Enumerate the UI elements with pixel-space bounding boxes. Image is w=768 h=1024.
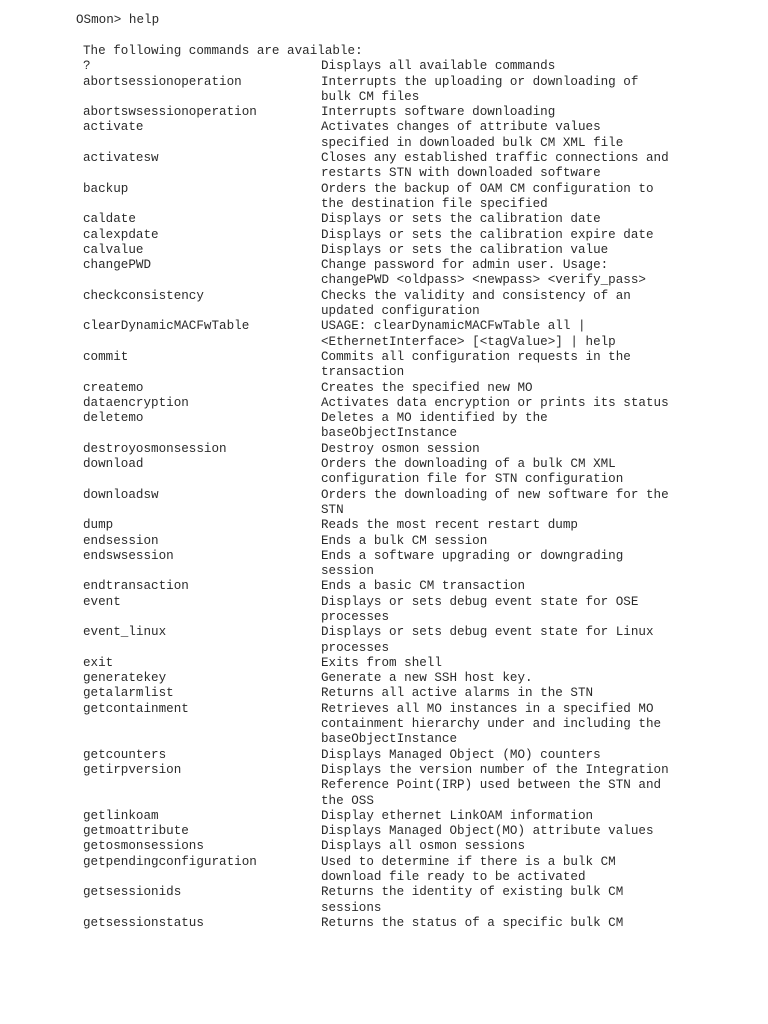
- command-name: checkconsistency: [83, 288, 204, 303]
- command-name: dataencryption: [83, 395, 189, 410]
- command-description-line: specified in downloaded bulk CM XML file: [321, 135, 624, 150]
- command-name: destroyosmonsession: [83, 441, 227, 456]
- command-row: [83, 381, 753, 396]
- command-description: [321, 579, 753, 594]
- command-description-line: Display ethernet LinkOAM information: [321, 808, 594, 823]
- command-description-line: Reads the most recent restart dump: [321, 518, 578, 533]
- command-row: [83, 182, 753, 213]
- command-name: getlinkoam: [83, 808, 159, 823]
- command-description: [321, 105, 753, 120]
- command-name: getsessionstatus: [83, 915, 204, 930]
- command-description-line: Orders the downloading of a bulk CM XML: [321, 457, 616, 472]
- command-description-line: Ends a software upgrading or downgrading: [321, 548, 624, 563]
- command-description-line: Orders the downloading of new software for the: [321, 487, 669, 502]
- command-name: ?: [83, 59, 91, 74]
- command-row: [83, 656, 753, 671]
- command-row: [83, 885, 753, 916]
- listing-intro: The following commands are available:: [83, 44, 363, 58]
- command-description-line: Displays or sets debug event state for Linux: [321, 625, 654, 640]
- command-description-line: Returns the status of a specific bulk CM: [321, 915, 624, 930]
- command-description: [321, 182, 753, 213]
- command-name: deletemo: [83, 411, 144, 426]
- command-name: activate: [83, 120, 144, 135]
- command-description-line: bulk CM files: [321, 89, 420, 104]
- command-description: [321, 855, 753, 886]
- command-description: [321, 534, 753, 549]
- command-name: getmoattribute: [83, 824, 189, 839]
- command-row: [83, 763, 753, 809]
- command-description: [321, 702, 753, 748]
- command-description-line: Ends a basic CM transaction: [321, 579, 526, 594]
- command-name: changePWD: [83, 258, 152, 273]
- command-description: [321, 625, 753, 656]
- command-row: [83, 579, 753, 594]
- command-listing: [83, 44, 753, 931]
- command-description-line: containment hierarchy under and including the: [321, 717, 662, 732]
- command-description-line: STN: [321, 502, 344, 517]
- command-description-line: configuration file for STN configuration: [321, 472, 624, 487]
- command-description: [321, 120, 753, 151]
- command-description-line: Displays or sets the calibration expire date: [321, 227, 654, 242]
- command-row: [83, 75, 753, 106]
- command-name: getpendingconfiguration: [83, 854, 257, 869]
- command-description: [321, 350, 753, 381]
- command-description: [321, 885, 753, 916]
- command-description-line: Destroy osmon session: [321, 441, 480, 456]
- command-name: getcontainment: [83, 701, 189, 716]
- command-description: [321, 549, 753, 580]
- command-description-line: Creates the specified new MO: [321, 380, 533, 395]
- command-description: [321, 243, 753, 258]
- command-name: abortswsessionoperation: [83, 105, 257, 120]
- command-name: activatesw: [83, 151, 159, 166]
- command-description-line: Displays or sets the calibration date: [321, 212, 601, 227]
- command-row: [83, 595, 753, 626]
- command-row: [83, 534, 753, 549]
- command-description-line: Change password for admin user. Usage:: [321, 258, 609, 273]
- command-description-line: processes: [321, 609, 390, 624]
- command-name: createmo: [83, 380, 144, 395]
- command-row: [83, 59, 753, 74]
- command-name: clearDynamicMACFwTable: [83, 319, 250, 334]
- command-description-line: baseObjectInstance: [321, 732, 458, 747]
- command-rows: [83, 59, 753, 931]
- command-row: [83, 748, 753, 763]
- command-name: getsessionids: [83, 885, 182, 900]
- command-description: [321, 671, 753, 686]
- command-description-line: Exits from shell: [321, 655, 442, 670]
- command-name: calexpdate: [83, 227, 159, 242]
- command-name: event: [83, 594, 121, 609]
- command-name: abortsessionoperation: [83, 74, 242, 89]
- command-description: [321, 518, 753, 533]
- command-name: getirpversion: [83, 762, 182, 777]
- command-description-line: the destination file specified: [321, 196, 548, 211]
- command-row: [83, 228, 753, 243]
- command-description: [321, 763, 753, 809]
- command-description: [321, 457, 753, 488]
- command-name: getalarmlist: [83, 686, 174, 701]
- command-name: dump: [83, 518, 114, 533]
- command-description-line: Checks the validity and consistency of an: [321, 288, 631, 303]
- command-row: [83, 916, 753, 931]
- command-row: [83, 120, 753, 151]
- command-name: getosmonsessions: [83, 839, 204, 854]
- command-description: [321, 396, 753, 411]
- command-description: [321, 319, 753, 350]
- command-description-line: updated configuration: [321, 304, 480, 319]
- command-description: [321, 488, 753, 519]
- command-name: backup: [83, 181, 129, 196]
- command-row: [83, 289, 753, 320]
- command-row: [83, 442, 753, 457]
- command-description: [321, 686, 753, 701]
- command-description-line: restarts STN with downloaded software: [321, 166, 601, 181]
- command-description: [321, 839, 753, 854]
- command-description-line: Displays all osmon sessions: [321, 839, 526, 854]
- command-description-line: Displays Managed Object (MO) counters: [321, 747, 601, 762]
- command-description-line: Displays or sets debug event state for OSE: [321, 594, 639, 609]
- command-description: [321, 151, 753, 182]
- command-name: commit: [83, 349, 129, 364]
- command-description-line: Displays the version number of the Integration: [321, 762, 669, 777]
- command-description-line: sessions: [321, 900, 382, 915]
- command-row: [83, 702, 753, 748]
- command-row: [83, 855, 753, 886]
- command-row: [83, 549, 753, 580]
- command-description-line: transaction: [321, 365, 405, 380]
- command-description-line: <EthernetInterface> [<tagValue>] | help: [321, 334, 616, 349]
- command-description: [321, 411, 753, 442]
- command-description-line: session: [321, 564, 374, 579]
- command-description: [321, 75, 753, 106]
- command-description: [321, 381, 753, 396]
- command-row: [83, 151, 753, 182]
- command-name: downloadsw: [83, 487, 159, 502]
- command-description-line: Displays Managed Object(MO) attribute values: [321, 824, 654, 839]
- command-description-line: Activates changes of attribute values: [321, 120, 601, 135]
- command-description: [321, 748, 753, 763]
- command-description-line: Interrupts the uploading or downloading of: [321, 74, 639, 89]
- command-description-line: Reference Point(IRP) used between the STN and: [321, 778, 662, 793]
- command-row: [83, 319, 753, 350]
- command-description: [321, 656, 753, 671]
- command-description: [321, 442, 753, 457]
- command-row: [83, 824, 753, 839]
- command-name: event_linux: [83, 625, 167, 640]
- command-description-line: Closes any established traffic connections and: [321, 151, 669, 166]
- command-row: [83, 258, 753, 289]
- command-description-line: Interrupts software downloading: [321, 105, 556, 120]
- command-name: endswsession: [83, 548, 174, 563]
- command-name: exit: [83, 655, 114, 670]
- command-description: [321, 824, 753, 839]
- command-name: endtransaction: [83, 579, 189, 594]
- shell-prompt-line: OSmon> help: [76, 13, 160, 27]
- command-description-line: Commits all configuration requests in the: [321, 349, 631, 364]
- command-description-line: Generate a new SSH host key.: [321, 671, 533, 686]
- command-row: [83, 105, 753, 120]
- command-description: [321, 809, 753, 824]
- command-description-line: USAGE: clearDynamicMACFwTable all |: [321, 319, 586, 334]
- command-description-line: Activates data encryption or prints its status: [321, 395, 669, 410]
- command-description-line: Ends a bulk CM session: [321, 533, 488, 548]
- command-description-line: Returns all active alarms in the STN: [321, 686, 594, 701]
- command-description-line: Deletes a MO identified by the: [321, 411, 548, 426]
- command-row: [83, 671, 753, 686]
- command-name: download: [83, 457, 144, 472]
- command-row: [83, 457, 753, 488]
- command-row: [83, 411, 753, 442]
- command-name: generatekey: [83, 671, 167, 686]
- command-description-line: baseObjectInstance: [321, 426, 458, 441]
- command-description-line: download file ready to be activated: [321, 870, 586, 885]
- command-description-line: Displays or sets the calibration value: [321, 242, 609, 257]
- command-description-line: changePWD <oldpass> <newpass> <verify_pass>: [321, 273, 646, 288]
- command-name: endsession: [83, 533, 159, 548]
- command-description-line: Orders the backup of OAM CM configuration to: [321, 181, 654, 196]
- command-row: [83, 350, 753, 381]
- command-row: [83, 212, 753, 227]
- command-row: [83, 488, 753, 519]
- command-description: [321, 212, 753, 227]
- command-row: [83, 396, 753, 411]
- command-name: calvalue: [83, 242, 144, 257]
- command-description: [321, 595, 753, 626]
- command-description-line: Displays all available commands: [321, 59, 556, 74]
- command-name: getcounters: [83, 747, 167, 762]
- command-description-line: Returns the identity of existing bulk CM: [321, 885, 624, 900]
- command-row: [83, 518, 753, 533]
- command-description: [321, 916, 753, 931]
- command-row: [83, 625, 753, 656]
- command-description: [321, 289, 753, 320]
- command-description: [321, 59, 753, 74]
- command-row: [83, 243, 753, 258]
- command-description-line: processes: [321, 640, 390, 655]
- command-description-line: Used to determine if there is a bulk CM: [321, 854, 616, 869]
- command-description-line: the OSS: [321, 793, 374, 808]
- command-description: [321, 258, 753, 289]
- command-name: caldate: [83, 212, 136, 227]
- command-row: [83, 839, 753, 854]
- command-row: [83, 809, 753, 824]
- command-description: [321, 228, 753, 243]
- command-description-line: Retrieves all MO instances in a specified MO: [321, 701, 654, 716]
- command-row: [83, 686, 753, 701]
